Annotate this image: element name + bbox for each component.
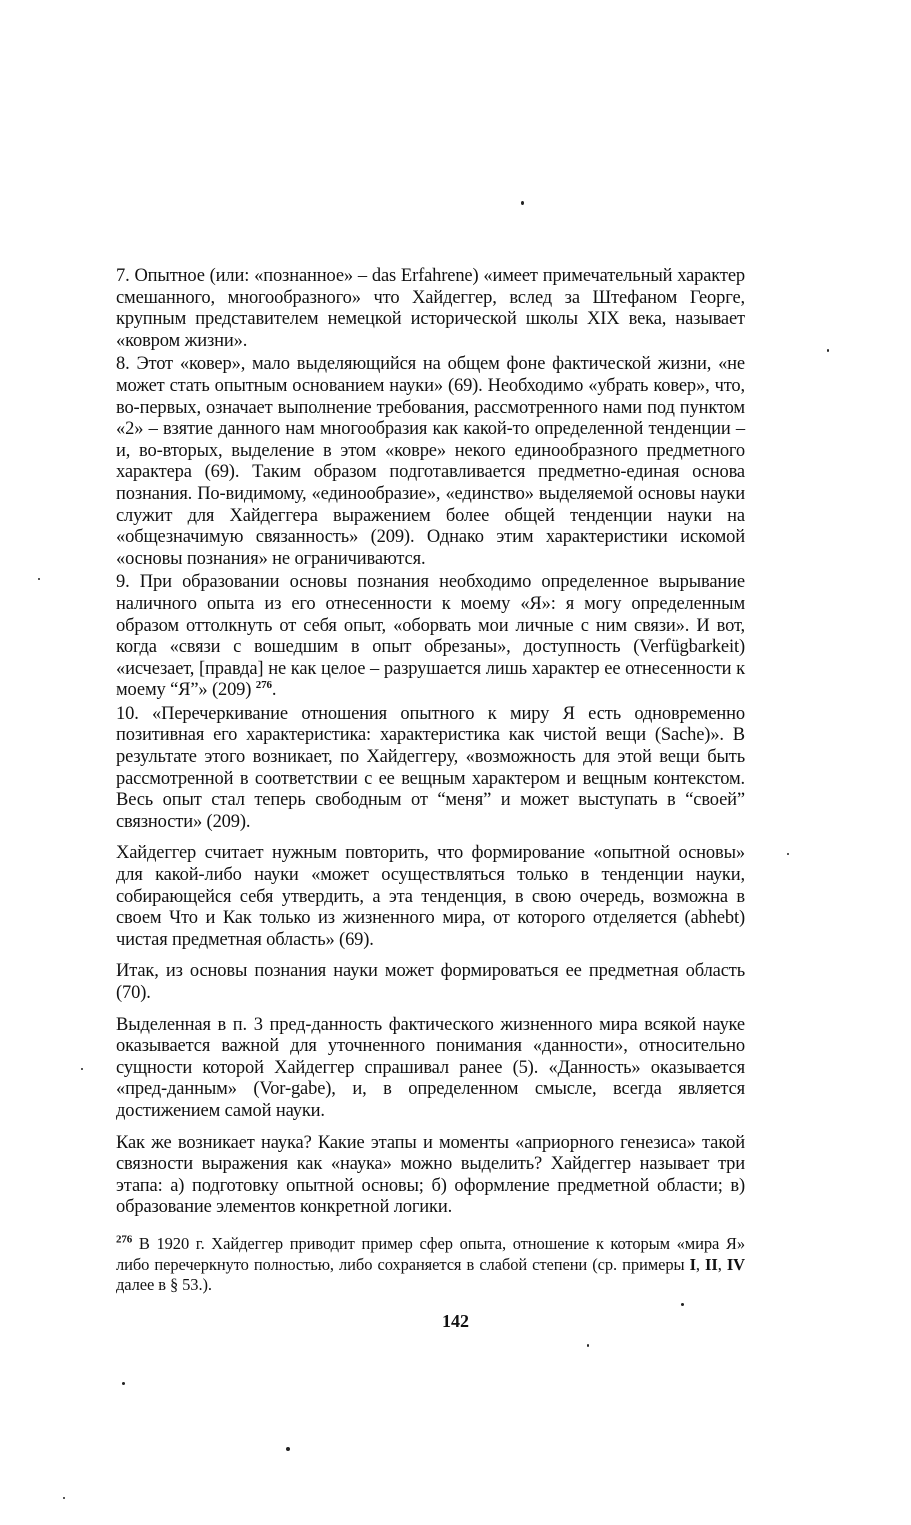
- page-number: 142: [442, 1311, 469, 1331]
- scan-speck: [827, 349, 829, 352]
- scan-speck: [63, 1497, 65, 1499]
- footnote-sep-2: ,: [717, 1254, 727, 1274]
- paragraph-subject-area: Итак, из основы познания науки может формироваться ее предметная область (70).: [116, 961, 745, 1003]
- main-text: [116, 266, 745, 1219]
- paragraph-8: 8. Этот «ковер», мало выделяющийся на общем фоне фактической жизни, «не может стать опытным основанием науки» (69). Необходимо «убрать ковер», что, во-первых, означает выполнение требования, рассмотренного нами под пунктом «2» – взятие данного нам многообразия как какой-то определенной тенденции – и, во-вторых, выделение в этом «ковре» некого единообразного предметного характера (69). Таким образом подготавливается предметно-единая основа познания. По-видимому, «единообразие», «единство» выделяемой основы науки служит для Хайдеггера выражением более общей тенденции науки на «общезначимую связанность» (209). Однако этим характеристики искомой «основы познания» не ограничиваются.: [116, 354, 745, 569]
- paragraph-7: 7. Опытное (или: «познанное» – das Erfahrene) «имеет примечательный характер смешанного, многообразного» что Хайдеггер, вслед за Штефаном Георге, крупным представителем немецкой исторической школы XIX века, называет «ковром жизни».: [116, 266, 745, 351]
- paragraph-pre-givenness: Выделенная в п. 3 пред-данность фактического жизненного мира всякой науке оказывается важной для уточненного понимания «данности», относительно сущности которой Хайдеггер спрашивал ранее (5). «Данность» оказывается «пред-данным» (Vor-gabe), и, в определенном смысле, всегда является достижением самой науки.: [116, 1014, 745, 1121]
- footnote-mark: 276: [116, 1233, 133, 1246]
- footnote: [116, 1234, 745, 1296]
- paragraph-tendency: Хайдеггер считает нужным повторить, что формирование «опытной основы» для какой-либо науки «может осуществляться только в тенденции науки, собирающейся себя утвердить, а эта тенденция, в свою очередь, возможна в своем Что и Как только из жизненного мира, от которого отделяется (abhebt) чистая предметная область» (69).: [116, 843, 745, 950]
- paragraph-9: 9. При образовании основы познания необходимо определенное вырывание наличного опыта из его отнесенности к моему «Я»: я могу определенным образом оттолкнуть от себя опыт, «оборвать мои личные с ним связи». И вот, когда «связи с вошедшим в опыт обрезаны», доступность (Verfügbarkeit) «исчезает, [правда] не как целое – разрушается лишь характер ее отнесенности к моему “Я”» (209) $^{276}$.: [116, 572, 745, 701]
- scan-speck: [521, 201, 524, 205]
- footnote-example-3: IV: [726, 1254, 745, 1274]
- footnote-text-before: В 1920 г. Хайдеггер приводит пример сфер опыта, отношение к которым «мира Я» либо перечеркнуто полностью, либо сохраняется в слабой степени (ср. примеры: [116, 1234, 745, 1274]
- paragraph-10: 10. «Перечеркивание отношения опытного к миру Я есть одновременно позитивная его характеристика: характеристика как чистой вещи (Sache)». В результате этого возникает, по Хайдеггеру, «возможность для этой вещи быть рассмотренной в соответствии с ее вещным характером и вещным контекстом. Весь опыт стал теперь свободным от “меня” и может выступать в “своей” связности» (209).: [116, 703, 745, 832]
- scan-speck: [681, 1303, 684, 1306]
- paragraph-9-text: 9. При образовании основы познания необходимо определенное вырывание наличного опыта из его отнесенности к моему «Я»: я могу определенным образом оттолкнуть от себя опыт, «оборвать мои личные с ним связи». И вот, когда «связи с вошедшим в опыт обрезаны», доступность (Verfügbarkeit) «исчезает, [правда] не как целое – разрушается лишь характер ее отнесенности к моему “Я”» (209): [116, 572, 745, 701]
- footnote-reference[interactable]: 276: [255, 679, 272, 692]
- scan-speck: [587, 1344, 589, 1347]
- scan-speck: [38, 578, 40, 580]
- footnote-example-2: II: [705, 1254, 718, 1274]
- footnote-sep-1: ,: [695, 1254, 706, 1274]
- paragraph-genesis: Как же возникает наука? Какие этапы и моменты «априорного генезиса» такой связности выражения как «наука» можно выделить? Хайдеггер называет три этапа: а) подготовку опытной основы; б) оформление предметной области; в) образование элементов конкретной логики.: [116, 1132, 745, 1218]
- scan-speck: [122, 1382, 125, 1385]
- scan-speck: [81, 1068, 83, 1070]
- scan-speck: [787, 853, 789, 855]
- footnote-example-1: I: [689, 1254, 696, 1274]
- footnote-text-after: далее в § 53.).: [116, 1275, 212, 1294]
- scan-speck: [286, 1447, 290, 1451]
